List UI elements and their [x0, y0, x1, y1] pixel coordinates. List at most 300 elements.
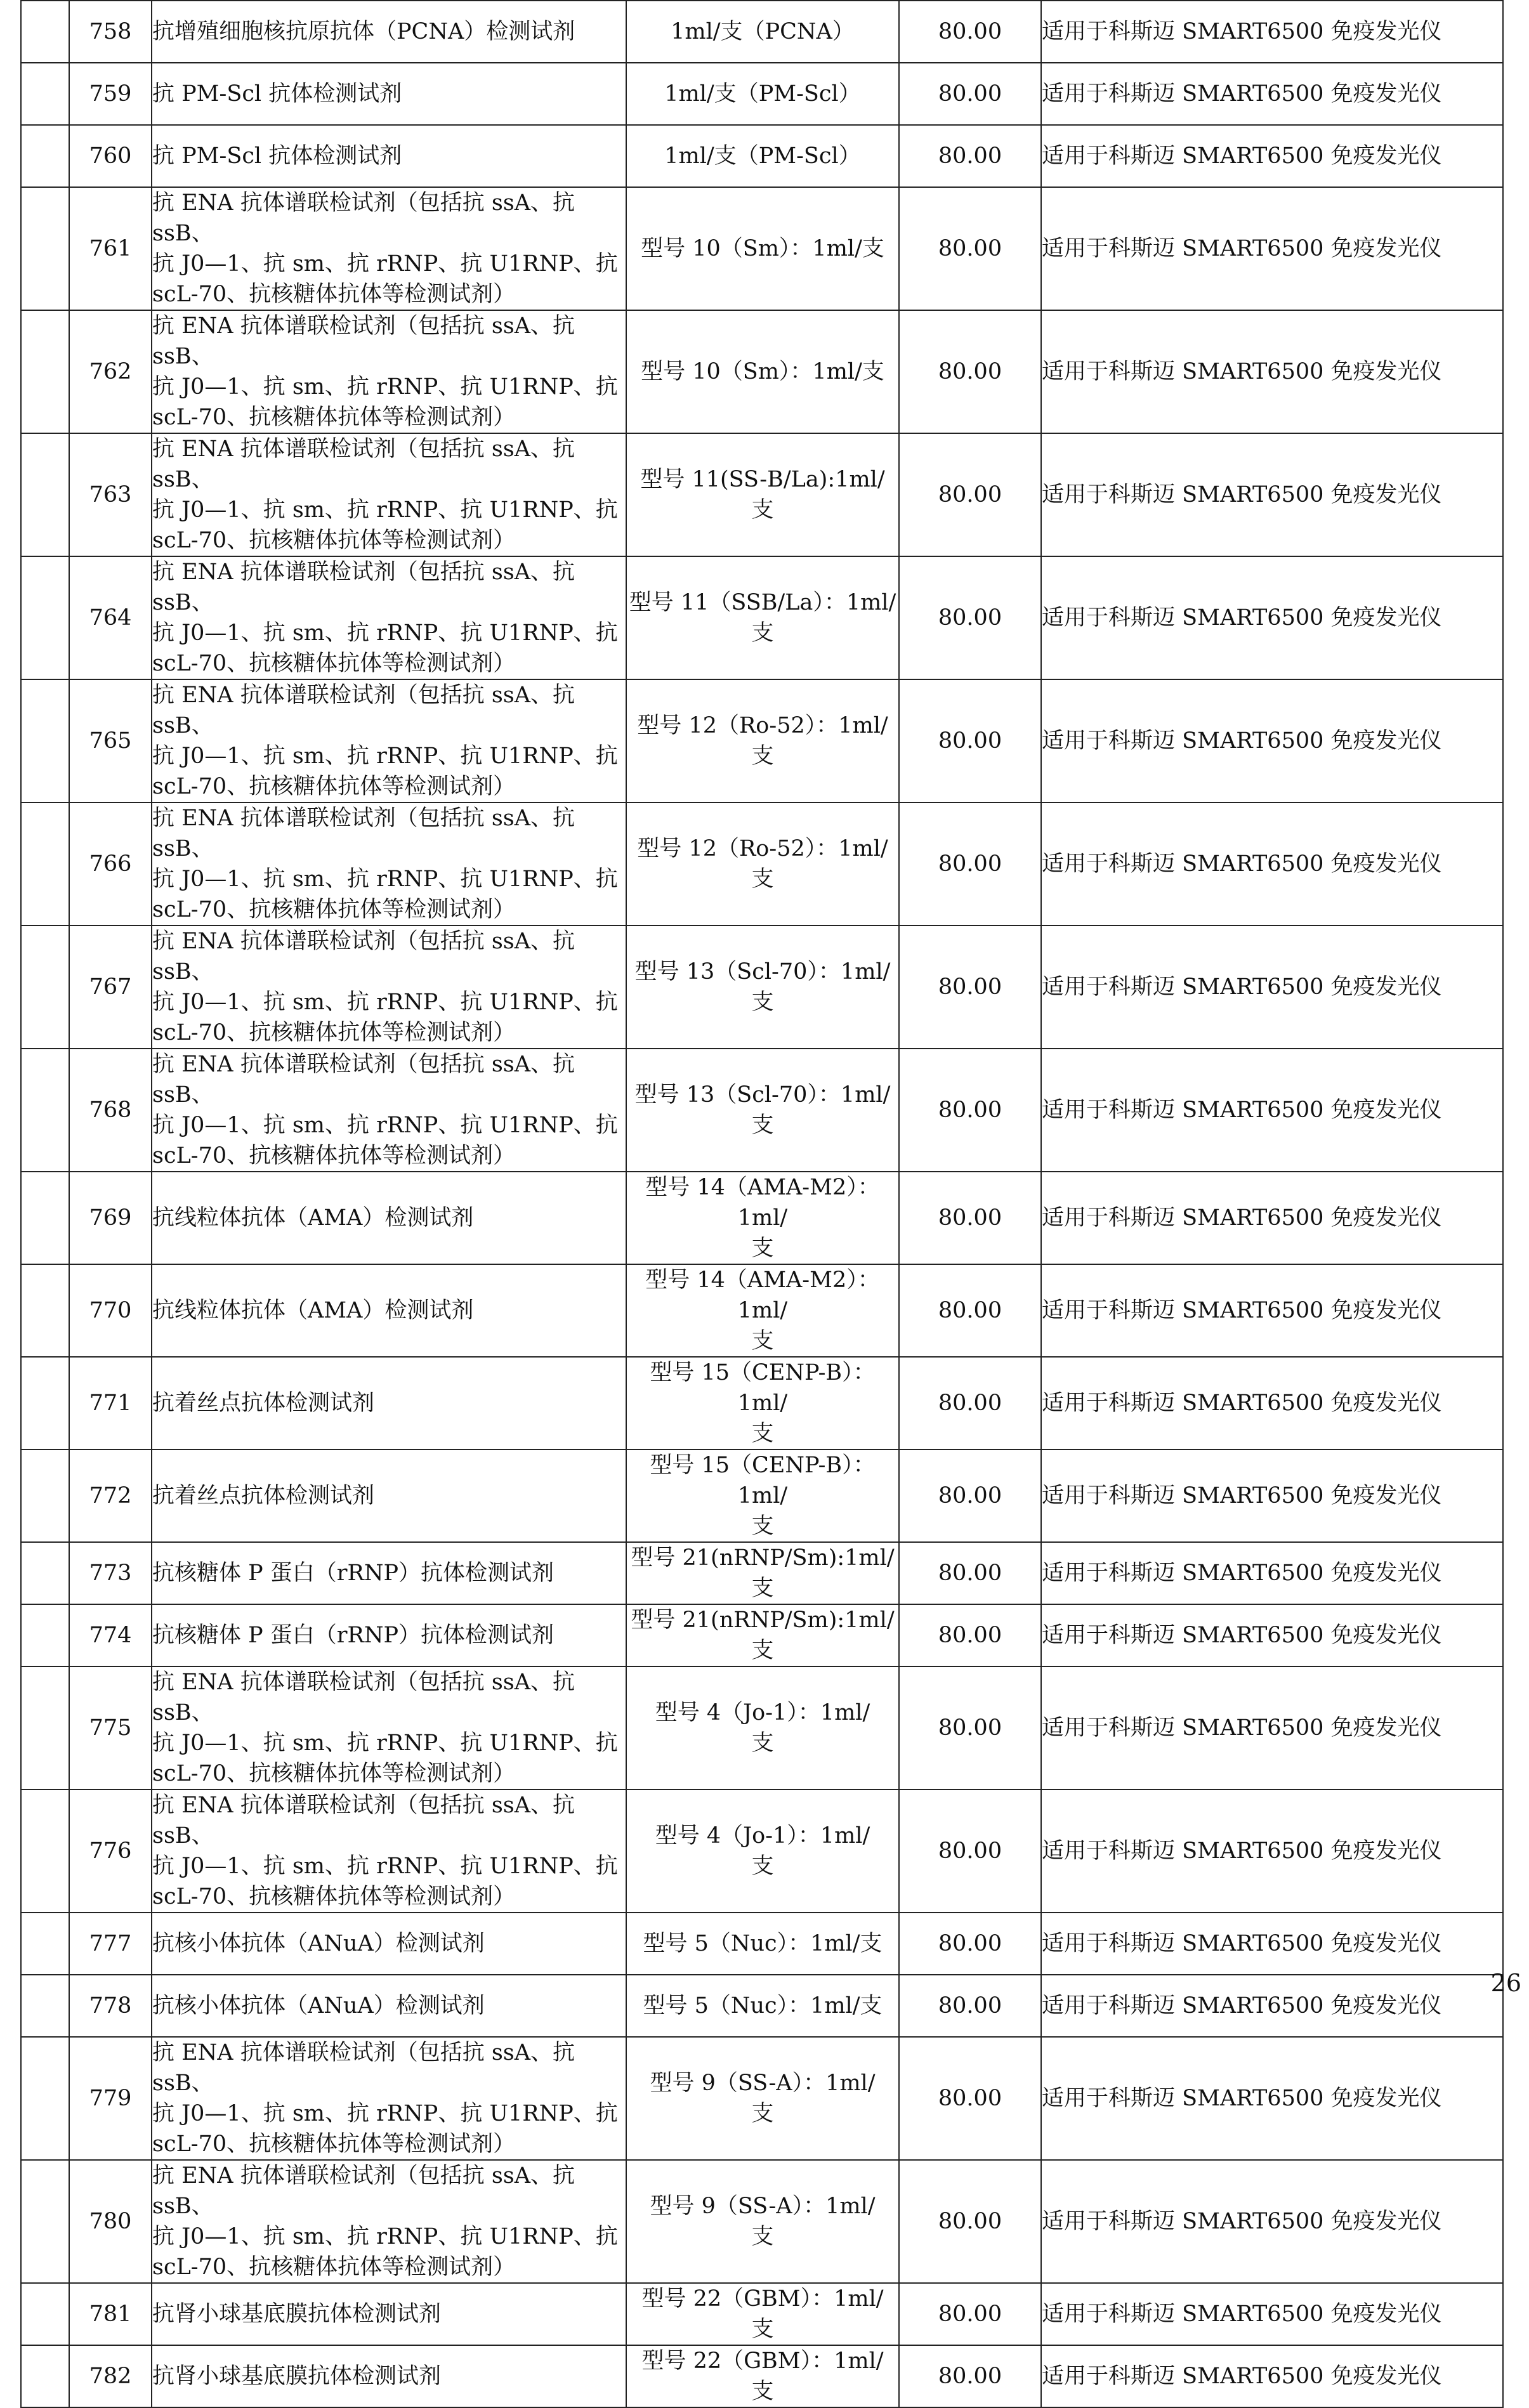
spec-cell	[626, 1264, 899, 1357]
price-text: 80.00	[938, 974, 1002, 1000]
product-name-text: 抗 ENA 抗体谱联检试剂（包括抗 ssA、抗 ssB、 抗 J0—1、抗 sm、抗 rRNP、抗 U1RNP、抗 scL-70、抗核糖体抗体等检测试剂）	[152, 1793, 618, 1909]
row-blank-cell	[21, 1, 69, 63]
note-text: 适用于科斯迈 SMART6500 免疫发光仪	[1042, 1097, 1442, 1123]
table-row	[21, 1790, 1503, 1913]
price-text: 80.00	[938, 1097, 1002, 1123]
row-blank-cell	[21, 556, 69, 679]
product-name-text: 抗线粒体抗体（AMA）检测试剂	[152, 1205, 474, 1231]
row-number-text: 770	[89, 1298, 132, 1323]
row-blank-cell	[21, 1913, 69, 1975]
row-number-cell	[69, 433, 152, 556]
product-name-text: 抗核糖体 P 蛋白（rRNP）抗体检测试剂	[152, 1623, 555, 1648]
product-name-cell	[152, 926, 626, 1049]
spec-text: 型号 12（Ro-52）：1ml/ 支	[637, 713, 888, 769]
price-text: 80.00	[938, 482, 1002, 507]
price-cell	[899, 2037, 1041, 2160]
row-number-text: 769	[89, 1205, 132, 1231]
row-number-cell	[69, 1913, 152, 1975]
product-name-cell	[152, 2037, 626, 2160]
spec-text: 型号 21(nRNP/Sm):1ml/ 支	[631, 1545, 895, 1601]
table-row	[21, 1542, 1503, 1604]
row-number-cell	[69, 2345, 152, 2407]
note-cell	[1041, 679, 1503, 802]
table-row	[21, 187, 1503, 310]
product-name-cell	[152, 556, 626, 679]
spec-text: 型号 11（SSB/La）：1ml/ 支	[629, 590, 896, 646]
table-row	[21, 556, 1503, 679]
row-blank-cell	[21, 433, 69, 556]
product-name-cell	[152, 125, 626, 187]
note-text: 适用于科斯迈 SMART6500 免疫发光仪	[1042, 2209, 1442, 2234]
row-blank-cell	[21, 802, 69, 926]
price-text: 80.00	[938, 1838, 1002, 1864]
product-name-text: 抗着丝点抗体检测试剂	[152, 1483, 375, 1508]
price-cell	[899, 2160, 1041, 2283]
note-cell	[1041, 2345, 1503, 2407]
spec-cell	[626, 187, 899, 310]
row-number-cell	[69, 1542, 152, 1604]
price-cell	[899, 63, 1041, 125]
price-text: 80.00	[938, 1993, 1002, 2019]
price-cell	[899, 1357, 1041, 1449]
row-number-text: 776	[89, 1838, 132, 1864]
note-text: 适用于科斯迈 SMART6500 免疫发光仪	[1042, 81, 1442, 107]
product-name-cell	[152, 310, 626, 433]
row-number-text: 782	[89, 2364, 132, 2389]
row-number-cell	[69, 1172, 152, 1264]
price-cell	[899, 2283, 1041, 2345]
row-blank-cell	[21, 926, 69, 1049]
note-text: 适用于科斯迈 SMART6500 免疫发光仪	[1042, 728, 1442, 754]
note-text: 适用于科斯迈 SMART6500 免疫发光仪	[1042, 974, 1442, 1000]
note-cell	[1041, 1049, 1503, 1172]
note-text: 适用于科斯迈 SMART6500 免疫发光仪	[1042, 1931, 1442, 1956]
row-number-cell	[69, 926, 152, 1049]
price-cell	[899, 1264, 1041, 1357]
row-number-text: 777	[89, 1931, 132, 1956]
product-name-cell	[152, 679, 626, 802]
row-number-cell	[69, 310, 152, 433]
spec-text: 型号 4（Jo-1）：1ml/ 支	[655, 1823, 870, 1879]
row-number-cell	[69, 2037, 152, 2160]
price-text: 80.00	[938, 143, 1002, 169]
note-cell	[1041, 1, 1503, 63]
row-number-cell	[69, 1, 152, 63]
spec-cell	[626, 1913, 899, 1975]
spec-cell	[626, 1172, 899, 1264]
note-cell	[1041, 1449, 1503, 1542]
row-number-text: 762	[89, 359, 132, 384]
table-row	[21, 802, 1503, 926]
table-row	[21, 926, 1503, 1049]
product-name-cell	[152, 2160, 626, 2283]
note-cell	[1041, 63, 1503, 125]
spec-cell	[626, 63, 899, 125]
price-cell	[899, 125, 1041, 187]
product-name-text: 抗核糖体 P 蛋白（rRNP）抗体检测试剂	[152, 1561, 555, 1586]
row-blank-cell	[21, 2037, 69, 2160]
row-number-cell	[69, 1975, 152, 2037]
row-number-text: 764	[89, 605, 132, 631]
spec-text: 型号 13（Scl-70）：1ml/ 支	[634, 959, 891, 1015]
price-cell	[899, 310, 1041, 433]
row-number-text: 768	[89, 1097, 132, 1123]
product-name-cell	[152, 1913, 626, 1975]
price-text: 80.00	[938, 2364, 1002, 2389]
price-cell	[899, 802, 1041, 926]
table-row	[21, 1, 1503, 63]
spec-text: 型号 4（Jo-1）：1ml/ 支	[655, 1700, 870, 1756]
price-text: 80.00	[938, 1390, 1002, 1416]
price-text: 80.00	[938, 1623, 1002, 1648]
price-cell	[899, 1666, 1041, 1790]
spec-text: 型号 10（Sm）：1ml/支	[641, 236, 884, 261]
spec-cell	[626, 1975, 899, 2037]
spec-text: 型号 22（GBM）：1ml/ 支	[641, 2348, 884, 2404]
price-text: 80.00	[938, 2301, 1002, 2327]
note-cell	[1041, 926, 1503, 1049]
spec-cell	[626, 1449, 899, 1542]
note-cell	[1041, 802, 1503, 926]
product-name-cell	[152, 1975, 626, 2037]
price-cell	[899, 926, 1041, 1049]
note-cell	[1041, 2160, 1503, 2283]
row-number-text: 774	[89, 1623, 132, 1648]
price-text: 80.00	[938, 359, 1002, 384]
note-text: 适用于科斯迈 SMART6500 免疫发光仪	[1042, 236, 1442, 261]
price-text: 80.00	[938, 19, 1002, 44]
price-text: 80.00	[938, 1561, 1002, 1586]
product-name-text: 抗 ENA 抗体谱联检试剂（包括抗 ssA、抗 ssB、 抗 J0—1、抗 sm、抗 rRNP、抗 U1RNP、抗 scL-70、抗核糖体抗体等检测试剂）	[152, 1670, 618, 1786]
product-name-text: 抗 ENA 抗体谱联检试剂（包括抗 ssA、抗 ssB、 抗 J0—1、抗 sm、抗 rRNP、抗 U1RNP、抗 scL-70、抗核糖体抗体等检测试剂）	[152, 683, 618, 799]
row-number-text: 772	[89, 1483, 132, 1508]
product-name-cell	[152, 1449, 626, 1542]
table-body	[21, 1, 1503, 2407]
spec-cell	[626, 1790, 899, 1913]
product-name-text: 抗 ENA 抗体谱联检试剂（包括抗 ssA、抗 ssB、 抗 J0—1、抗 sm、抗 rRNP、抗 U1RNP、抗 scL-70、抗核糖体抗体等检测试剂）	[152, 559, 618, 676]
spec-cell	[626, 2345, 899, 2407]
note-cell	[1041, 1357, 1503, 1449]
row-number-text: 760	[89, 143, 132, 169]
spec-cell	[626, 802, 899, 926]
row-number-text: 761	[89, 236, 132, 261]
spec-cell	[626, 2283, 899, 2345]
note-text: 适用于科斯迈 SMART6500 免疫发光仪	[1042, 1561, 1442, 1586]
row-number-text: 775	[89, 1715, 132, 1741]
note-cell	[1041, 1172, 1503, 1264]
product-name-cell	[152, 2283, 626, 2345]
row-number-cell	[69, 1264, 152, 1357]
row-number-text: 780	[89, 2209, 132, 2234]
table-row	[21, 1449, 1503, 1542]
product-name-cell	[152, 187, 626, 310]
table-row	[21, 1357, 1503, 1449]
price-text: 80.00	[938, 1298, 1002, 1323]
note-text: 适用于科斯迈 SMART6500 免疫发光仪	[1042, 2301, 1442, 2327]
row-blank-cell	[21, 1542, 69, 1604]
row-number-cell	[69, 1449, 152, 1542]
price-text: 80.00	[938, 1931, 1002, 1956]
note-text: 适用于科斯迈 SMART6500 免疫发光仪	[1042, 359, 1442, 384]
note-text: 适用于科斯迈 SMART6500 免疫发光仪	[1042, 1715, 1442, 1741]
price-text: 80.00	[938, 81, 1002, 107]
spec-text: 型号 22（GBM）：1ml/ 支	[641, 2286, 884, 2342]
product-name-text: 抗 ENA 抗体谱联检试剂（包括抗 ssA、抗 ssB、 抗 J0—1、抗 sm、抗 rRNP、抗 U1RNP、抗 scL-70、抗核糖体抗体等检测试剂）	[152, 2163, 618, 2280]
price-text: 80.00	[938, 728, 1002, 754]
note-cell	[1041, 1913, 1503, 1975]
table-row	[21, 2037, 1503, 2160]
spec-text: 1ml/支（PCNA）	[671, 19, 855, 44]
price-text: 80.00	[938, 1483, 1002, 1508]
table-row	[21, 1604, 1503, 1666]
product-name-cell	[152, 1604, 626, 1666]
note-cell	[1041, 187, 1503, 310]
table-row	[21, 1049, 1503, 1172]
row-number-text: 771	[89, 1390, 132, 1416]
table-row	[21, 679, 1503, 802]
product-name-text: 抗 ENA 抗体谱联检试剂（包括抗 ssA、抗 ssB、 抗 J0—1、抗 sm、抗 rRNP、抗 U1RNP、抗 scL-70、抗核糖体抗体等检测试剂）	[152, 190, 618, 307]
product-name-text: 抗 ENA 抗体谱联检试剂（包括抗 ssA、抗 ssB、 抗 J0—1、抗 sm、抗 rRNP、抗 U1RNP、抗 scL-70、抗核糖体抗体等检测试剂）	[152, 436, 618, 553]
product-name-text: 抗 ENA 抗体谱联检试剂（包括抗 ssA、抗 ssB、 抗 J0—1、抗 sm、抗 rRNP、抗 U1RNP、抗 scL-70、抗核糖体抗体等检测试剂）	[152, 929, 618, 1045]
price-cell	[899, 679, 1041, 802]
table-row	[21, 2160, 1503, 2283]
spec-text: 1ml/支（PM-Scl）	[664, 143, 861, 169]
spec-text: 型号 15（CENP-B）：1ml/ 支	[650, 1453, 876, 1539]
row-number-text: 763	[89, 482, 132, 507]
note-cell	[1041, 1666, 1503, 1790]
row-blank-cell	[21, 1666, 69, 1790]
spec-text: 型号 21(nRNP/Sm):1ml/ 支	[631, 1607, 895, 1663]
spec-text: 型号 5（Nuc）：1ml/支	[643, 1931, 883, 1956]
row-number-text: 759	[89, 81, 132, 107]
spec-text: 型号 9（SS-A）：1ml/ 支	[650, 2194, 876, 2249]
table-row	[21, 1172, 1503, 1264]
row-blank-cell	[21, 63, 69, 125]
product-name-cell	[152, 1357, 626, 1449]
spec-cell	[626, 1, 899, 63]
spec-text: 型号 15（CENP-B）：1ml/ 支	[650, 1360, 876, 1446]
row-number-cell	[69, 1049, 152, 1172]
note-text: 适用于科斯迈 SMART6500 免疫发光仪	[1042, 1205, 1442, 1231]
spec-cell	[626, 1357, 899, 1449]
spec-cell	[626, 1666, 899, 1790]
price-cell	[899, 433, 1041, 556]
row-blank-cell	[21, 2283, 69, 2345]
price-text: 80.00	[938, 605, 1002, 631]
row-blank-cell	[21, 125, 69, 187]
spec-cell	[626, 2160, 899, 2283]
note-cell	[1041, 1604, 1503, 1666]
spec-cell	[626, 125, 899, 187]
spec-text: 型号 14（AMA-M2）：1ml/ 支	[645, 1175, 880, 1261]
price-text: 80.00	[938, 2086, 1002, 2111]
table-row	[21, 310, 1503, 433]
product-name-text: 抗 PM-Scl 抗体检测试剂	[152, 143, 402, 169]
row-number-cell	[69, 63, 152, 125]
price-text: 80.00	[938, 236, 1002, 261]
spec-cell	[626, 310, 899, 433]
table-row	[21, 63, 1503, 125]
note-cell	[1041, 2037, 1503, 2160]
product-name-cell	[152, 1542, 626, 1604]
product-name-text: 抗 ENA 抗体谱联检试剂（包括抗 ssA、抗 ssB、 抗 J0—1、抗 sm、抗 rRNP、抗 U1RNP、抗 scL-70、抗核糖体抗体等检测试剂）	[152, 313, 618, 430]
row-number-text: 778	[89, 1993, 132, 2019]
product-table	[20, 0, 1504, 2408]
row-number-text: 758	[89, 19, 132, 44]
spec-text: 型号 11(SS-B/La):1ml/ 支	[640, 467, 885, 523]
product-name-cell	[152, 2345, 626, 2407]
note-text: 适用于科斯迈 SMART6500 免疫发光仪	[1042, 605, 1442, 631]
note-cell	[1041, 1264, 1503, 1357]
price-cell	[899, 187, 1041, 310]
row-blank-cell	[21, 1357, 69, 1449]
row-blank-cell	[21, 2160, 69, 2283]
product-name-text: 抗增殖细胞核抗原抗体（PCNA）检测试剂	[152, 19, 575, 44]
table-row	[21, 1264, 1503, 1357]
row-number-cell	[69, 556, 152, 679]
price-text: 80.00	[938, 1205, 1002, 1231]
table-row	[21, 2283, 1503, 2345]
product-name-text: 抗 PM-Scl 抗体检测试剂	[152, 81, 402, 107]
note-text: 适用于科斯迈 SMART6500 免疫发光仪	[1042, 1298, 1442, 1323]
product-name-cell	[152, 802, 626, 926]
product-name-cell	[152, 1790, 626, 1913]
spec-cell	[626, 433, 899, 556]
price-cell	[899, 1172, 1041, 1264]
product-name-cell	[152, 1172, 626, 1264]
row-number-cell	[69, 125, 152, 187]
price-cell	[899, 1449, 1041, 1542]
row-number-text: 767	[89, 974, 132, 1000]
product-name-cell	[152, 1264, 626, 1357]
row-number-cell	[69, 2283, 152, 2345]
row-blank-cell	[21, 310, 69, 433]
spec-cell	[626, 556, 899, 679]
row-number-text: 779	[89, 2086, 132, 2111]
product-name-cell	[152, 1, 626, 63]
product-name-cell	[152, 1666, 626, 1790]
page-number: 26	[1490, 1969, 1521, 1997]
spec-text: 型号 13（Scl-70）：1ml/ 支	[634, 1082, 891, 1138]
table-row	[21, 1913, 1503, 1975]
spec-text: 型号 5（Nuc）：1ml/支	[643, 1993, 883, 2019]
spec-cell	[626, 926, 899, 1049]
product-name-text: 抗核小体抗体（ANuA）检测试剂	[152, 1993, 485, 2019]
note-text: 适用于科斯迈 SMART6500 免疫发光仪	[1042, 2086, 1442, 2111]
spec-cell	[626, 1542, 899, 1604]
note-text: 适用于科斯迈 SMART6500 免疫发光仪	[1042, 482, 1442, 507]
product-name-cell	[152, 433, 626, 556]
row-blank-cell	[21, 1790, 69, 1913]
product-name-text: 抗着丝点抗体检测试剂	[152, 1390, 375, 1416]
row-number-text: 765	[89, 728, 132, 754]
spec-text: 型号 9（SS-A）：1ml/ 支	[650, 2071, 876, 2126]
row-number-cell	[69, 1604, 152, 1666]
spec-text: 型号 10（Sm）：1ml/支	[641, 359, 884, 384]
row-blank-cell	[21, 187, 69, 310]
price-cell	[899, 1, 1041, 63]
note-text: 适用于科斯迈 SMART6500 免疫发光仪	[1042, 19, 1442, 44]
row-blank-cell	[21, 1975, 69, 2037]
price-cell	[899, 556, 1041, 679]
note-text: 适用于科斯迈 SMART6500 免疫发光仪	[1042, 1993, 1442, 2019]
product-name-text: 抗 ENA 抗体谱联检试剂（包括抗 ssA、抗 ssB、 抗 J0—1、抗 sm、抗 rRNP、抗 U1RNP、抗 scL-70、抗核糖体抗体等检测试剂）	[152, 806, 618, 922]
product-name-text: 抗肾小球基底膜抗体检测试剂	[152, 2301, 442, 2327]
table-row	[21, 125, 1503, 187]
product-name-text: 抗 ENA 抗体谱联检试剂（包括抗 ssA、抗 ssB、 抗 J0—1、抗 sm、抗 rRNP、抗 U1RNP、抗 scL-70、抗核糖体抗体等检测试剂）	[152, 1052, 618, 1168]
row-blank-cell	[21, 1049, 69, 1172]
note-text: 适用于科斯迈 SMART6500 免疫发光仪	[1042, 851, 1442, 877]
note-cell	[1041, 310, 1503, 433]
table-row	[21, 433, 1503, 556]
table-row	[21, 1666, 1503, 1790]
note-cell	[1041, 1975, 1503, 2037]
spec-text: 1ml/支（PM-Scl）	[664, 81, 861, 107]
row-blank-cell	[21, 1604, 69, 1666]
price-cell	[899, 1604, 1041, 1666]
note-text: 适用于科斯迈 SMART6500 免疫发光仪	[1042, 143, 1442, 169]
product-name-text: 抗核小体抗体（ANuA）检测试剂	[152, 1931, 485, 1956]
spec-text: 型号 14（AMA-M2）：1ml/ 支	[645, 1267, 880, 1354]
price-text: 80.00	[938, 851, 1002, 877]
row-number-text: 766	[89, 851, 132, 877]
note-text: 适用于科斯迈 SMART6500 免疫发光仪	[1042, 1623, 1442, 1648]
row-number-cell	[69, 187, 152, 310]
row-number-cell	[69, 679, 152, 802]
spec-cell	[626, 1049, 899, 1172]
product-name-cell	[152, 63, 626, 125]
product-name-cell	[152, 1049, 626, 1172]
note-text: 适用于科斯迈 SMART6500 免疫发光仪	[1042, 1838, 1442, 1864]
product-name-text: 抗肾小球基底膜抗体检测试剂	[152, 2364, 442, 2389]
row-number-cell	[69, 1666, 152, 1790]
price-cell	[899, 1975, 1041, 2037]
price-cell	[899, 1542, 1041, 1604]
spec-cell	[626, 1604, 899, 1666]
product-name-text: 抗线粒体抗体（AMA）检测试剂	[152, 1298, 474, 1323]
price-cell	[899, 2345, 1041, 2407]
spec-text: 型号 12（Ro-52）：1ml/ 支	[637, 836, 888, 892]
note-cell	[1041, 1790, 1503, 1913]
spec-cell	[626, 679, 899, 802]
note-text: 适用于科斯迈 SMART6500 免疫发光仪	[1042, 1390, 1442, 1416]
row-number-cell	[69, 2160, 152, 2283]
note-text: 适用于科斯迈 SMART6500 免疫发光仪	[1042, 1483, 1442, 1508]
spec-cell	[626, 2037, 899, 2160]
row-number-cell	[69, 1790, 152, 1913]
note-cell	[1041, 1542, 1503, 1604]
table-row	[21, 1975, 1503, 2037]
price-cell	[899, 1790, 1041, 1913]
row-blank-cell	[21, 2345, 69, 2407]
note-cell	[1041, 433, 1503, 556]
price-cell	[899, 1049, 1041, 1172]
row-blank-cell	[21, 679, 69, 802]
row-blank-cell	[21, 1172, 69, 1264]
row-number-cell	[69, 1357, 152, 1449]
price-cell	[899, 1913, 1041, 1975]
note-cell	[1041, 556, 1503, 679]
row-blank-cell	[21, 1449, 69, 1542]
price-text: 80.00	[938, 2209, 1002, 2234]
table-row	[21, 2345, 1503, 2407]
row-number-text: 781	[89, 2301, 132, 2327]
note-cell	[1041, 2283, 1503, 2345]
note-cell	[1041, 125, 1503, 187]
note-text: 适用于科斯迈 SMART6500 免疫发光仪	[1042, 2364, 1442, 2389]
row-number-cell	[69, 802, 152, 926]
price-text: 80.00	[938, 1715, 1002, 1741]
